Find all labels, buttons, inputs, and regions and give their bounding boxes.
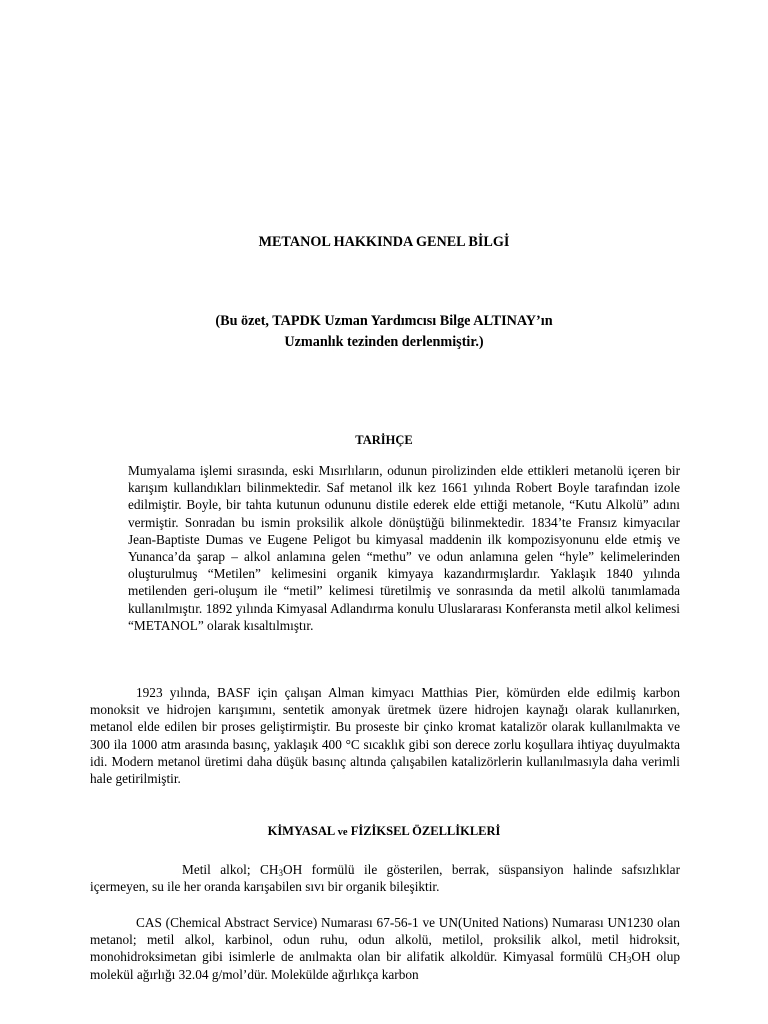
history-paragraph-2: 1923 yılında, BASF için çalışan Alman kimyacı Matthias Pier, kömürden elde edilmiş karbon monoksit ve hidrojen karışımını, sentetik amonyak üretmek üzere hidrojen kaynağı olarak kullanırken, metanol elde edilen bir proses geliştirmiştir. Bu proseste bir çinko kromat katalizör olarak kullanılmakta ve 300 ila 1000 atm arasında basınç, yaklaşık 400 °C sıcaklık gibi son derece zorlu koşullara ihtiyaç duyulmakta idi. Modern metanol üretimi daha düşük basınç altında çalışabilen katalizörlerin kullanılmasıyla daha verimli hale getirilmiştir. bbox=[90, 685, 680, 787]
subtitle-line-1: (Bu özet, TAPDK Uzman Yardımcısı Bilge ALTINAY’ın bbox=[215, 313, 553, 329]
formula-subscript: 3 bbox=[626, 955, 632, 966]
properties-paragraph-2: CAS (Chemical Abstract Service) Numarası 67-56-1 ve UN(United Nations) Numarası UN1230 olan metanol; metil alkol, karbinol, odun ruhu, odun alkolü, metilol, proksilik alkol, metil hidroksit, monohidroksimetan gibi isimlerle de anılmakta olan bir alifatik alkoldür. Kimyasal formülü $CH_3OH$ olup molekül ağırlığı 32.04 g/mol’dür. Molekülde ağırlıkça karbon bbox=[90, 915, 681, 982]
section-heading-properties bbox=[0, 823, 768, 841]
heading-part-1: KİMYASAL bbox=[267, 824, 335, 838]
document-subtitle bbox=[0, 311, 768, 353]
properties-paragraph-1: Metil alkol; $CH_3OH$ formülü ile gösterilen, berrak, süspansiyon halinde safsızlıklar içermeyen, su ile her oranda karışabilen sıvı bir organik bileşiktir. bbox=[90, 862, 680, 895]
heading-part-2: FİZİKSEL ÖZELLİKLERİ bbox=[350, 824, 501, 838]
formula-subscript: 3 bbox=[278, 868, 283, 878]
history-paragraph-1: Mumyalama işlemi sırasında, eski Mısırlıların, odunun pirolizinden elde ettikleri metanolü içeren bir karışım kullandıkları bilinmektedir. Saf metanol ilk kez 1661 yılında Robert Boyle tarafından izole edilmiştir. Boyle, bir tahta kutunun odununu distile ederek elde ettiği metanole, “Kutu Alkolü” adını vermiştir. Sonradan bu ismin proksilik alkole dönüştüğü bilinmektedir. 1834’te Fransız kimyacılar Jean-Baptiste Dumas ve Eugene Peligot bu kimyasal maddenin ilk kompozisyonunu elde etmiş ve Yunanca’da şarap – alkol anlamına gelen “methu” ve odun anlamına gelen “hyle” kelimelerinden oluşturulmuş “Metilen” kelimesini organik kimyaya kazandırmışlardır. Yaklaşık 1840 yılında metilenden geri-oluşum ile “metil” kelimesi türetilmiş ve sonrasında da metil alkolü tanımlamada kullanılmıştır. 1892 yılında Kimyasal Adlandırma konulu Uluslararası Konferansta metil alkol kelimesi “METANOL” olarak kısaltılmıştır. bbox=[128, 463, 680, 633]
section-heading-history: TARİHÇE bbox=[355, 433, 413, 447]
document-title: METANOL HAKKINDA GENEL BİLGİ bbox=[258, 234, 510, 250]
heading-connector: ve bbox=[337, 827, 348, 838]
subtitle-line-2: Uzmanlık tezinden derlenmiştir.) bbox=[284, 334, 484, 350]
